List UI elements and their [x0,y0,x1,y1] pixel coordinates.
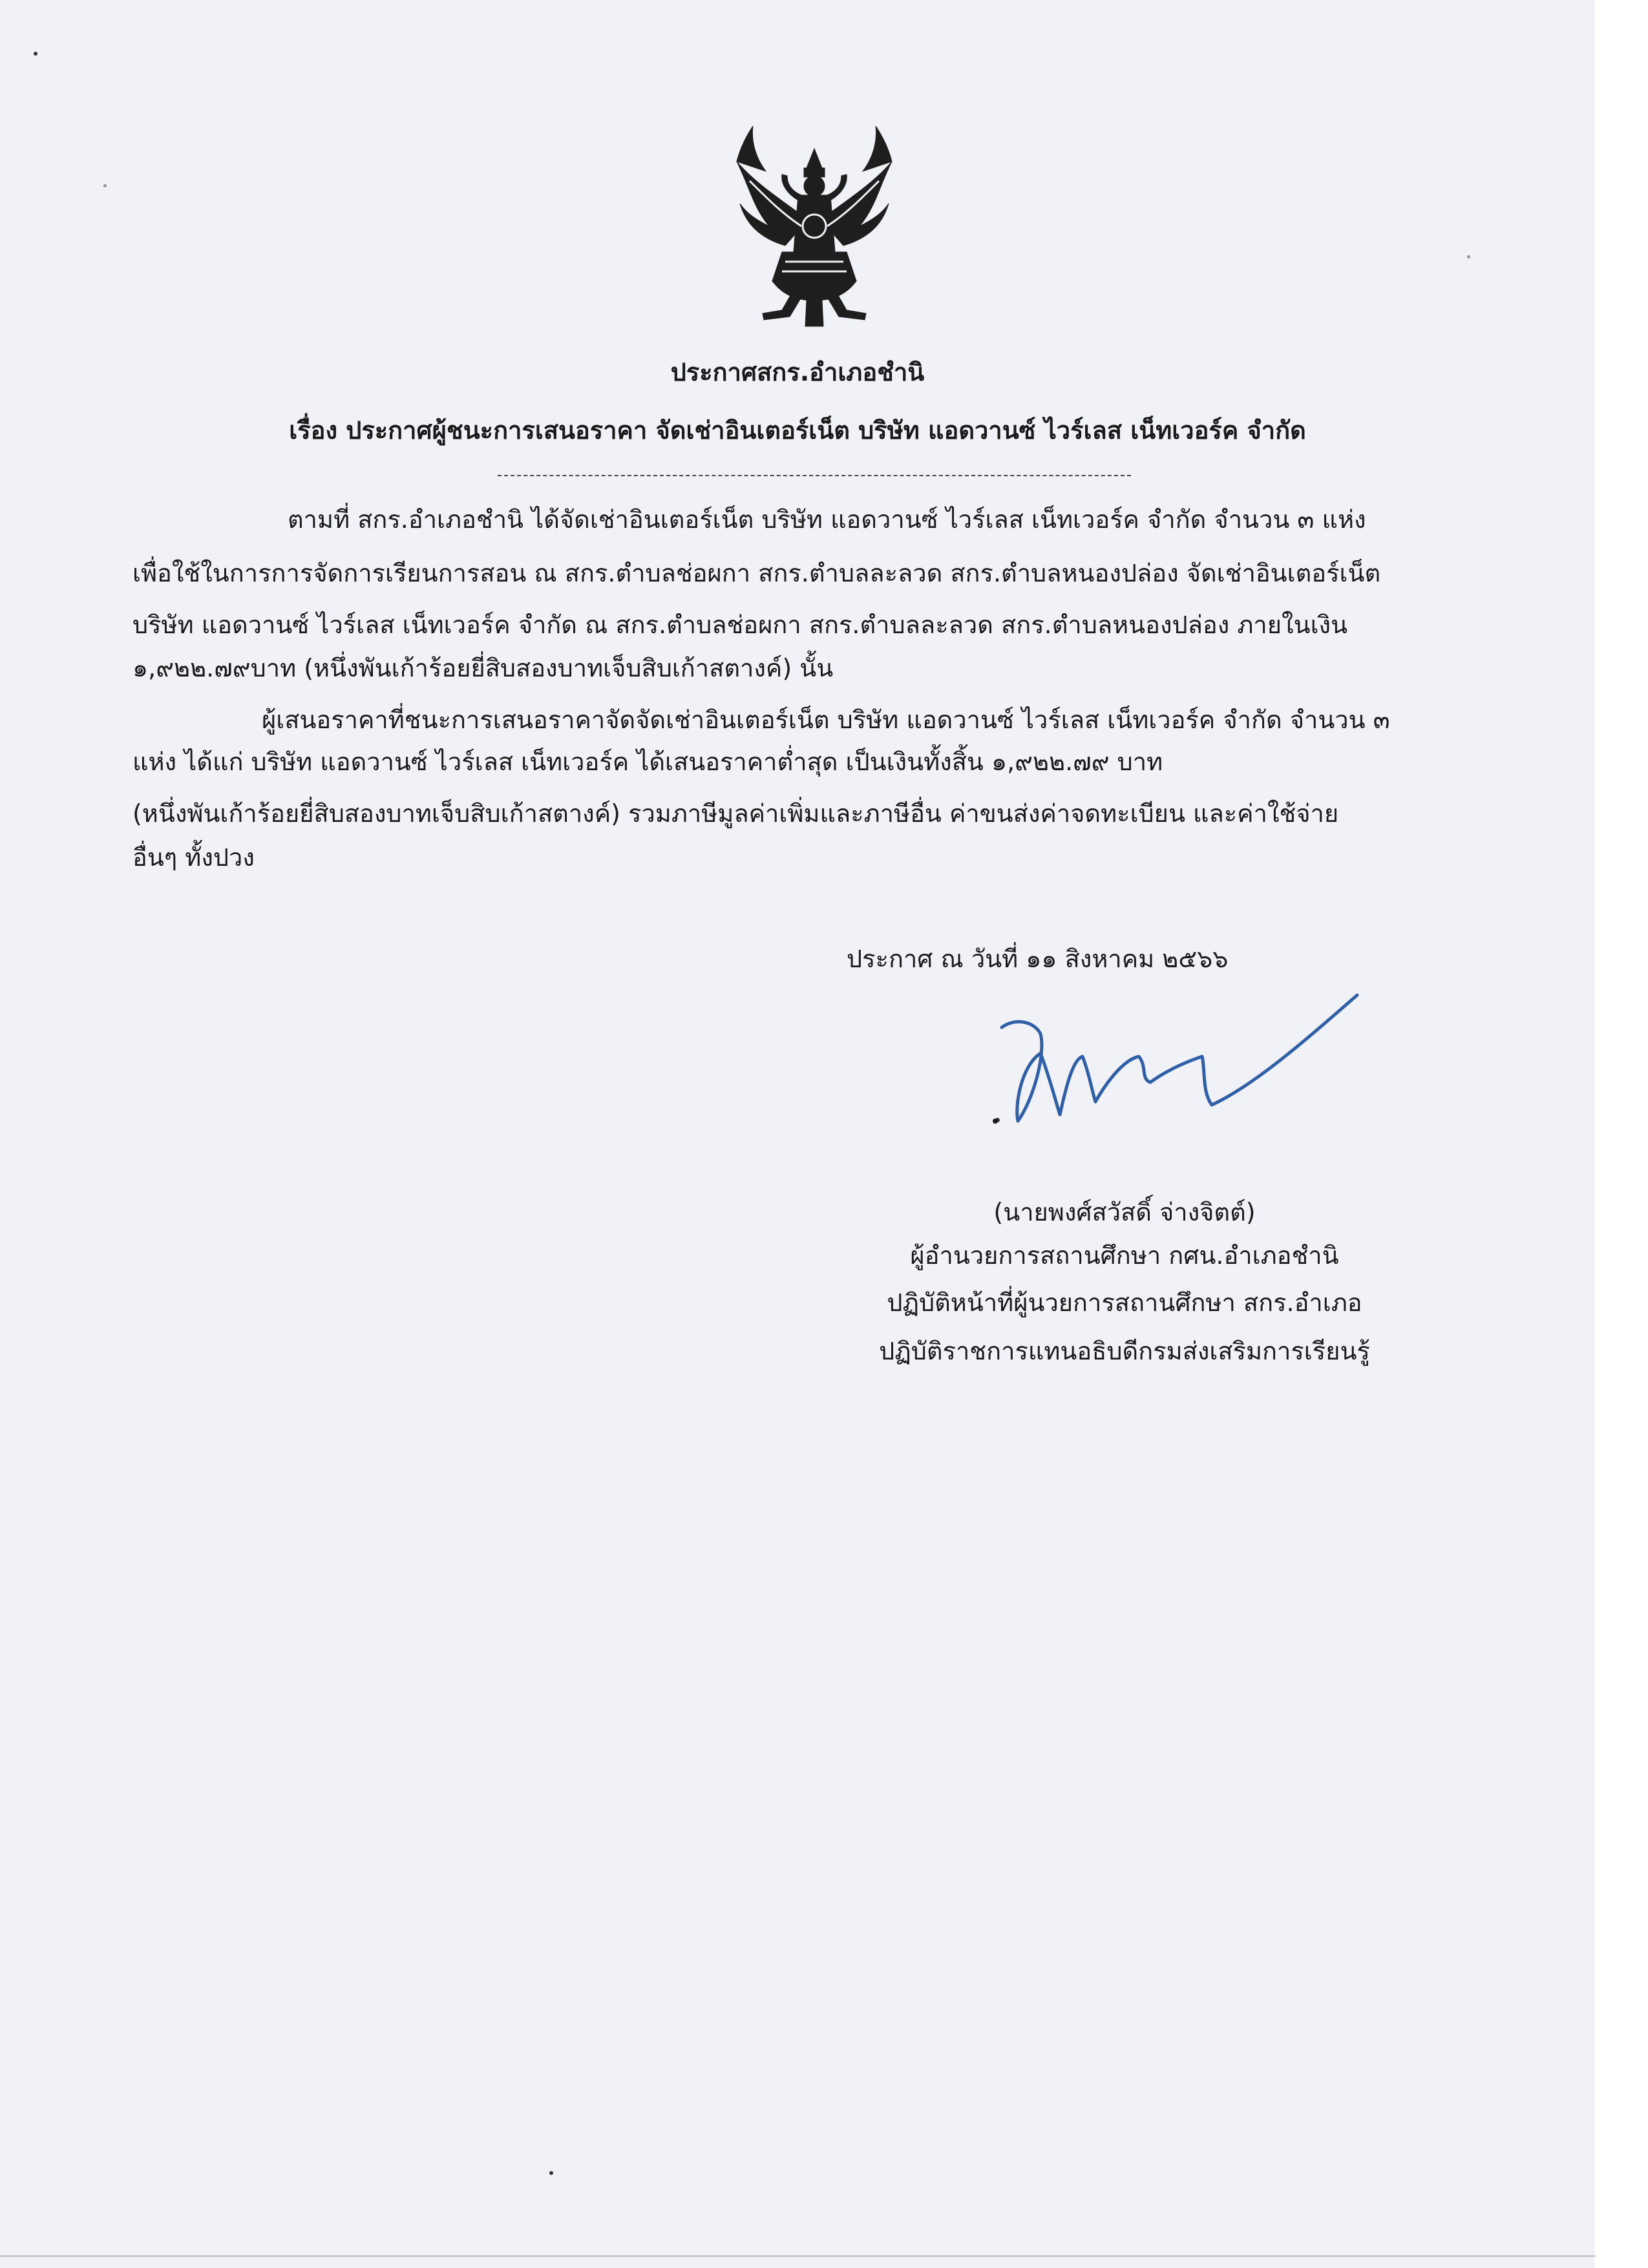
scan-margin-strip [1595,0,1648,2268]
paragraph-1-line-2: เพื่อใช้ในการการจัดการเรียนการสอน ณ สกร.ตำบลช่อผกา สกร.ตำบลละลวด สกร.ตำบลหนองปล่อง จัดเช่าอินเตอร์เน็ต [132,559,1381,587]
paragraph-1-line-3: บริษัท แอดวานซ์ ไวร์เลส เน็ทเวอร์ค จำกัด ณ สกร.ตำบลช่อผกา สกร.ตำบลละลวด สกร.ตำบลหนองปล่อง ภายในเงิน [132,611,1348,639]
scan-speck [34,52,37,56]
signatory-position-1: ผู้อำนวยการสถานศึกษา กศน.อำเภอชำนิ [910,1241,1339,1270]
paragraph-1-line-4: ๑,๙๒๒.๗๙บาท (หนึ่งพันเก้าร้อยยี่สิบสองบาทเจ็บสิบเก้าสตางค์) นั้น [132,654,834,682]
scan-speck [1467,255,1470,258]
announcement-title: ประกาศสกร.อำเภอชำนิ [670,358,925,386]
signatory-position-3: ปฏิบัติราชการแทนอธิบดีกรมส่งเสริมการเรียนรู้ [879,1337,1370,1365]
signatory-name: (นายพงศ์สวัสดิ์ จ่างจิตต์) [993,1198,1256,1226]
announcement-date: ประกาศ ณ วันที่ ๑๑ สิงหาคม ๒๕๖๖ [847,945,1229,973]
paragraph-1-line-1: ตามที่ สกร.อำเภอชำนิ ได้จัดเช่าอินเตอร์เน็ต บริษัท แอดวานซ์ ไวร์เลส เน็ทเวอร์ค จำกัด จำนวน ๓ แห่ง [288,505,1366,534]
announcement-subject: เรื่อง ประกาศผู้ชนะการเสนอราคา จัดเช่าอินเตอร์เน็ต บริษัท แอดวานซ์ ไวร์เลส เน็ทเวอร์ค จำกัด [289,416,1306,445]
paragraph-2-line-3: (หนึ่งพันเก้าร้อยยี่สิบสองบาทเจ็บสิบเก้าสตางค์) รวมภาษีมูลค่าเพิ่มและภาษีอื่น ค่าขนส่งค่าจดทะเบียน และค่าใช้จ่าย [132,799,1339,828]
scan-speck [549,2171,553,2175]
garuda-emblem-icon [711,123,918,330]
paragraph-2-line-4: อื่นๆ ทั้งปวง [132,843,255,872]
paragraph-2-line-2: แห่ง ได้แก่ บริษัท แอดวานซ์ ไวร์เลส เน็ทเวอร์ค ได้เสนอราคาต่ำสุด เป็นเงินทั้งสิ้น ๑,๙๒๒.๗๙ บาท [132,748,1163,776]
paragraph-2-line-1: ผู้เสนอราคาที่ชนะการเสนอราคาจัดจัดเช่าอินเตอร์เน็ต บริษัท แอดวานซ์ ไวร์เลส เน็ทเวอร์ค จำกัด จำนวน ๓ [262,706,1390,734]
title-divider [498,475,1131,476]
scan-speck [103,184,107,187]
handwritten-signature [969,982,1370,1137]
scan-bottom-edge [0,2255,1595,2257]
signatory-position-2: ปฏิบัติหน้าที่ผู้นวยการสถานศึกษา สกร.อำเภอ [887,1288,1362,1317]
